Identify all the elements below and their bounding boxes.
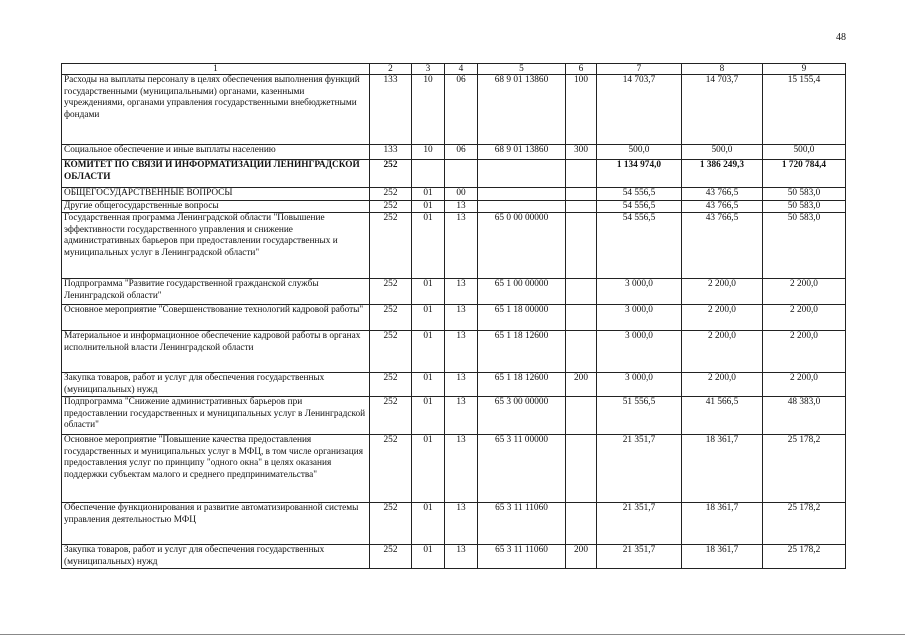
amount-year1-cell: 3 000,0 — [597, 305, 682, 331]
subsection-cell: 13 — [445, 545, 478, 569]
amount-year1-cell: 54 556,5 — [597, 213, 682, 279]
subsection-cell: 13 — [445, 373, 478, 397]
section-cell: 01 — [412, 373, 445, 397]
expense-type-cell: 100 — [566, 75, 597, 145]
target-article-cell: 65 3 00 00000 — [478, 397, 566, 435]
row-name-cell: КОМИТЕТ ПО СВЯЗИ И ИНФОРМАТИЗАЦИИ ЛЕНИНГРАДСКОЙ ОБЛАСТИ — [62, 160, 370, 188]
amount-year1-cell: 51 556,5 — [597, 397, 682, 435]
section-cell: 01 — [412, 213, 445, 279]
admin-code-cell: 252 — [370, 373, 412, 397]
section-cell: 01 — [412, 305, 445, 331]
amount-year2-cell: 500,0 — [682, 145, 763, 160]
amount-year2-cell: 1 386 249,3 — [682, 160, 763, 188]
row-name-cell: Материальное и информационное обеспечение кадровой работы в органах исполнительной власти Ленинградской области — [62, 331, 370, 373]
table-row — [62, 145, 846, 160]
page-number: 48 — [836, 32, 846, 43]
amount-year3-cell: 50 583,0 — [763, 213, 846, 279]
amount-year2-cell: 43 766,5 — [682, 188, 763, 201]
amount-year2-cell: 2 200,0 — [682, 331, 763, 373]
row-name-cell: Основное мероприятие "Повышение качества предоставления государственных и муниципальных услуг в МФЦ, в том числе организация предоставления услуг по принципу "одного окна" в целях оказания поддержки субъектам малого и среднего предпринимательства" — [62, 435, 370, 503]
subsection-cell: 13 — [445, 331, 478, 373]
target-article-cell — [478, 200, 566, 213]
amount-year2-cell: 41 566,5 — [682, 397, 763, 435]
column-header: 8 — [682, 64, 763, 75]
subsection-cell: 13 — [445, 435, 478, 503]
table-row — [62, 331, 846, 373]
amount-year2-cell: 2 200,0 — [682, 305, 763, 331]
column-header: 5 — [478, 64, 566, 75]
expense-type-cell — [566, 397, 597, 435]
row-name-cell: Государственная программа Ленинградской области "Повышение эффективности государственного управления и снижение административных барьеров при предоставлении государственных и муниципальных услуг в Ленинградской области" — [62, 213, 370, 279]
header-row — [62, 64, 846, 75]
subsection-cell: 00 — [445, 188, 478, 201]
table-row — [62, 397, 846, 435]
budget-table — [61, 63, 846, 569]
admin-code-cell: 252 — [370, 331, 412, 373]
expense-type-cell — [566, 305, 597, 331]
target-article-cell: 68 9 01 13860 — [478, 75, 566, 145]
amount-year3-cell: 500,0 — [763, 145, 846, 160]
amount-year3-cell: 15 155,4 — [763, 75, 846, 145]
target-article-cell: 65 1 18 12600 — [478, 331, 566, 373]
expense-type-cell: 200 — [566, 373, 597, 397]
row-name-cell: Закупка товаров, работ и услуг для обеспечения государственных (муниципальных) нужд — [62, 545, 370, 569]
amount-year2-cell: 43 766,5 — [682, 200, 763, 213]
amount-year1-cell: 21 351,7 — [597, 503, 682, 545]
amount-year1-cell: 21 351,7 — [597, 545, 682, 569]
expense-type-cell — [566, 213, 597, 279]
admin-code-cell: 252 — [370, 435, 412, 503]
expense-type-cell: 300 — [566, 145, 597, 160]
admin-code-cell: 252 — [370, 503, 412, 545]
amount-year1-cell: 500,0 — [597, 145, 682, 160]
row-name-cell: Социальное обеспечение и иные выплаты населению — [62, 145, 370, 160]
amount-year2-cell: 18 361,7 — [682, 545, 763, 569]
admin-code-cell: 133 — [370, 75, 412, 145]
amount-year3-cell: 50 583,0 — [763, 200, 846, 213]
amount-year2-cell: 14 703,7 — [682, 75, 763, 145]
target-article-cell — [478, 160, 566, 188]
subsection-cell: 13 — [445, 397, 478, 435]
amount-year2-cell: 18 361,7 — [682, 435, 763, 503]
amount-year3-cell: 25 178,2 — [763, 545, 846, 569]
column-header: 1 — [62, 64, 370, 75]
subsection-cell: 13 — [445, 305, 478, 331]
table-row — [62, 75, 846, 145]
section-cell: 01 — [412, 188, 445, 201]
table-row — [62, 545, 846, 569]
amount-year3-cell: 50 583,0 — [763, 188, 846, 201]
expense-type-cell — [566, 435, 597, 503]
section-cell: 10 — [412, 75, 445, 145]
amount-year1-cell: 3 000,0 — [597, 331, 682, 373]
table-row — [62, 503, 846, 545]
amount-year2-cell: 43 766,5 — [682, 213, 763, 279]
subsection-cell: 13 — [445, 213, 478, 279]
target-article-cell: 65 1 00 00000 — [478, 279, 566, 305]
amount-year1-cell: 3 000,0 — [597, 279, 682, 305]
column-header: 7 — [597, 64, 682, 75]
subsection-cell: 13 — [445, 503, 478, 545]
section-cell: 10 — [412, 145, 445, 160]
section-cell: 01 — [412, 435, 445, 503]
amount-year1-cell: 1 134 974,0 — [597, 160, 682, 188]
section-cell — [412, 160, 445, 188]
table-row — [62, 200, 846, 213]
admin-code-cell: 252 — [370, 397, 412, 435]
row-name-cell: Обеспечение функционирования и развитие автоматизированной системы управления деятельностью МФЦ — [62, 503, 370, 545]
table-row — [62, 279, 846, 305]
column-header: 6 — [566, 64, 597, 75]
target-article-cell: 65 3 11 11060 — [478, 503, 566, 545]
section-cell: 01 — [412, 279, 445, 305]
target-article-cell: 65 3 11 00000 — [478, 435, 566, 503]
row-name-cell: Подпрограмма "Развитие государственной гражданской службы Ленинградской области" — [62, 279, 370, 305]
target-article-cell: 65 3 11 11060 — [478, 545, 566, 569]
row-name-cell: Расходы на выплаты персоналу в целях обеспечения выполнения функций государственными (муниципальными) органами, казенными учреждениями, органами управления государственными внебюджетными фондами — [62, 75, 370, 145]
expense-type-cell — [566, 503, 597, 545]
admin-code-cell: 252 — [370, 160, 412, 188]
amount-year1-cell: 54 556,5 — [597, 200, 682, 213]
column-header: 2 — [370, 64, 412, 75]
expense-type-cell — [566, 331, 597, 373]
section-cell: 01 — [412, 200, 445, 213]
column-header: 9 — [763, 64, 846, 75]
table-row — [62, 160, 846, 188]
section-cell: 01 — [412, 545, 445, 569]
admin-code-cell: 252 — [370, 213, 412, 279]
amount-year1-cell: 21 351,7 — [597, 435, 682, 503]
expense-type-cell — [566, 160, 597, 188]
amount-year3-cell: 25 178,2 — [763, 435, 846, 503]
bottom-rule — [0, 634, 905, 635]
section-cell: 01 — [412, 331, 445, 373]
admin-code-cell: 252 — [370, 305, 412, 331]
row-name-cell: Закупка товаров, работ и услуг для обеспечения государственных (муниципальных) нужд — [62, 373, 370, 397]
subsection-cell: 06 — [445, 145, 478, 160]
row-name-cell: Основное мероприятие "Совершенствование технологий кадровой работы" — [62, 305, 370, 331]
table-row — [62, 188, 846, 201]
column-header: 3 — [412, 64, 445, 75]
table-row — [62, 373, 846, 397]
row-name-cell: Другие общегосударственные вопросы — [62, 200, 370, 213]
expense-type-cell — [566, 188, 597, 201]
target-article-cell: 65 1 18 12600 — [478, 373, 566, 397]
amount-year3-cell: 48 383,0 — [763, 397, 846, 435]
section-cell: 01 — [412, 397, 445, 435]
amount-year1-cell: 54 556,5 — [597, 188, 682, 201]
row-name-cell: Подпрограмма "Снижение административных барьеров при предоставлении государственных и муниципальных услуг в Ленинградской области" — [62, 397, 370, 435]
expense-type-cell: 200 — [566, 545, 597, 569]
amount-year1-cell: 3 000,0 — [597, 373, 682, 397]
expense-type-cell — [566, 279, 597, 305]
subsection-cell — [445, 160, 478, 188]
amount-year1-cell: 14 703,7 — [597, 75, 682, 145]
subsection-cell: 13 — [445, 200, 478, 213]
subsection-cell: 13 — [445, 279, 478, 305]
section-cell: 01 — [412, 503, 445, 545]
amount-year2-cell: 2 200,0 — [682, 373, 763, 397]
target-article-cell: 68 9 01 13860 — [478, 145, 566, 160]
subsection-cell: 06 — [445, 75, 478, 145]
target-article-cell: 65 1 18 00000 — [478, 305, 566, 331]
amount-year3-cell: 2 200,0 — [763, 331, 846, 373]
table-row — [62, 435, 846, 503]
target-article-cell: 65 0 00 00000 — [478, 213, 566, 279]
amount-year2-cell: 18 361,7 — [682, 503, 763, 545]
amount-year3-cell: 2 200,0 — [763, 279, 846, 305]
table-row — [62, 305, 846, 331]
expense-type-cell — [566, 200, 597, 213]
amount-year3-cell: 1 720 784,4 — [763, 160, 846, 188]
amount-year3-cell: 2 200,0 — [763, 305, 846, 331]
admin-code-cell: 252 — [370, 188, 412, 201]
amount-year3-cell: 25 178,2 — [763, 503, 846, 545]
amount-year3-cell: 2 200,0 — [763, 373, 846, 397]
column-header: 4 — [445, 64, 478, 75]
amount-year2-cell: 2 200,0 — [682, 279, 763, 305]
admin-code-cell: 133 — [370, 145, 412, 160]
admin-code-cell: 252 — [370, 200, 412, 213]
admin-code-cell: 252 — [370, 279, 412, 305]
row-name-cell: ОБЩЕГОСУДАРСТВЕННЫЕ ВОПРОСЫ — [62, 188, 370, 201]
table-row — [62, 213, 846, 279]
admin-code-cell: 252 — [370, 545, 412, 569]
target-article-cell — [478, 188, 566, 201]
